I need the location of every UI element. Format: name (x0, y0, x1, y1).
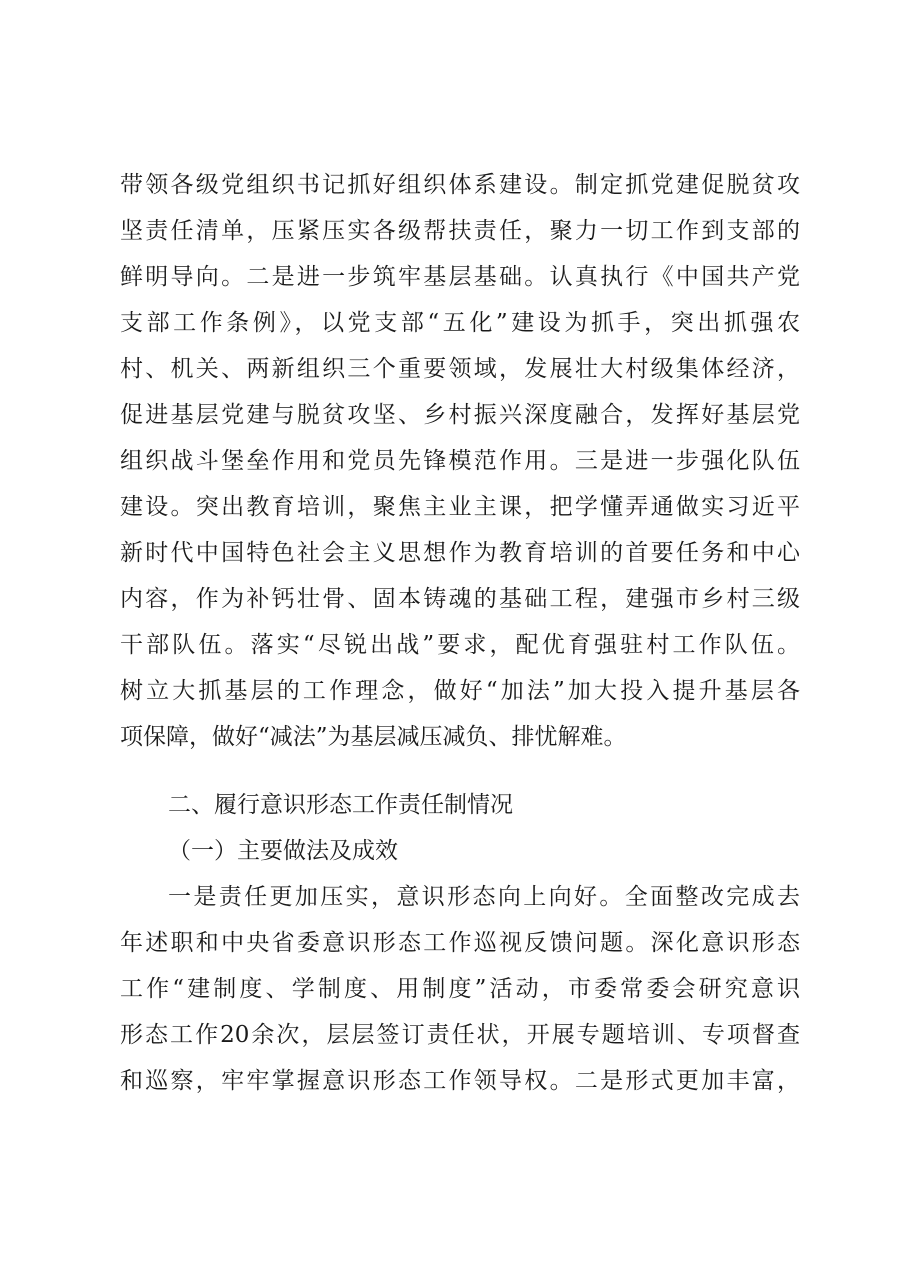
paragraph-line: 内容，作为补钙壮骨、固本铸魂的基础工程，建强市乡村三级 (120, 586, 800, 612)
paragraph-line: 组织战斗堡垒作用和党员先锋模范作用。三是进一步强化队伍 (120, 448, 800, 474)
paragraph-line: 树立大抓基层的工作理念，做好“加法”加大投入提升基层各 (120, 678, 800, 704)
section-heading: 二、履行意识形态工作责任制情况 (168, 792, 513, 818)
paragraph-line: 鲜明导向。二是进一步筑牢基层基础。认真执行《中国共产党 (120, 264, 800, 290)
paragraph-line: 村、机关、两新组织三个重要领域，发展壮大村级集体经济， (120, 356, 800, 382)
paragraph-line: 和巡察，牢牢掌握意识形态工作领导权。二是形式更加丰富， (120, 1068, 800, 1094)
paragraph-line: 支部工作条例》，以党支部“五化”建设为抓手，突出抓强农 (120, 310, 800, 336)
paragraph-line: 一是责任更加压实，意识形态向上向好。全面整改完成去 (168, 884, 800, 910)
paragraph-line: 坚责任清单，压紧压实各级帮扶责任，聚力一切工作到支部的 (120, 218, 800, 244)
paragraph-line: 工作“建制度、学制度、用制度”活动，市委常委会研究意识 (120, 976, 800, 1002)
paragraph-line: 建设。突出教育培训，聚焦主业主课，把学懂弄通做实习近平 (120, 494, 800, 520)
paragraph-line: 促进基层党建与脱贫攻坚、乡村振兴深度融合，发挥好基层党 (120, 402, 800, 428)
paragraph-line: 项保障，做好“减法”为基层减压减负、排忧解难。 (120, 724, 627, 750)
paragraph-line: 带领各级党组织书记抓好组织体系建设。制定抓党建促脱贫攻 (120, 172, 800, 198)
subsection-heading: （一）主要做法及成效 (168, 838, 398, 864)
paragraph-line: 干部队伍。落实“尽锐出战”要求，配优育强驻村工作队伍。 (120, 632, 800, 658)
paragraph-line: 年述职和中央省委意识形态工作巡视反馈问题。深化意识形态 (120, 930, 800, 956)
paragraph-line: 形态工作20余次，层层签订责任状，开展专题培训、专项督查 (120, 1022, 800, 1048)
paragraph-line: 新时代中国特色社会主义思想作为教育培训的首要任务和中心 (120, 540, 800, 566)
